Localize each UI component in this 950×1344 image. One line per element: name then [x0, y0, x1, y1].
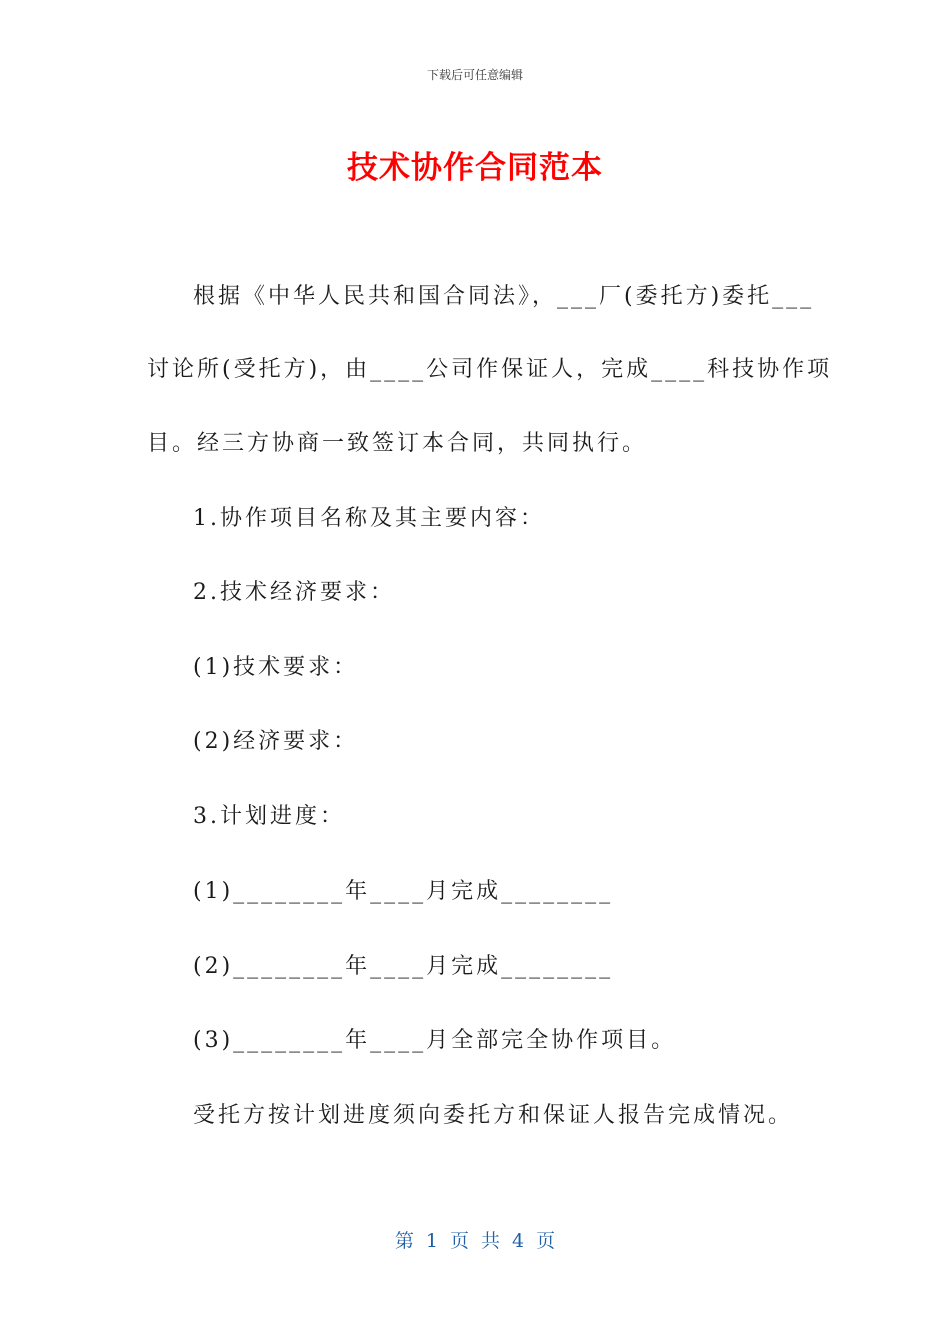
- list-item: (3)________年____月全部完全协作项目。: [193, 1028, 677, 1053]
- page-header-note: 下载后可任意编辑: [426, 68, 523, 82]
- paragraph-line: 受托方按计划进度须向委托方和保证人报告完成情况。: [193, 1103, 794, 1128]
- page-indicator: 第 1 页 共 4 页: [394, 1230, 556, 1252]
- section-heading: 3.计划进度：: [193, 804, 345, 829]
- list-item: (2)________年____月完成________: [193, 954, 614, 979]
- section-heading: 2.技术经济要求：: [193, 580, 395, 605]
- paragraph-line: 根据《中华人民共和国合同法》，___厂(委托方)委托___: [193, 284, 815, 309]
- section-heading: 1.协作项目名称及其主要内容：: [193, 506, 545, 531]
- paragraph-line: 目。经三方协商一致签订本合同，共同执行。: [147, 431, 648, 456]
- list-item: (2)经济要求：: [193, 729, 359, 754]
- document-title: 技术协作合同范本: [347, 150, 603, 186]
- paragraph-line: 讨论所(受托方)，由____公司作保证人，完成____科技协作项: [147, 357, 833, 382]
- list-item: (1)技术要求：: [193, 655, 359, 680]
- list-item: (1)________年____月完成________: [193, 879, 614, 904]
